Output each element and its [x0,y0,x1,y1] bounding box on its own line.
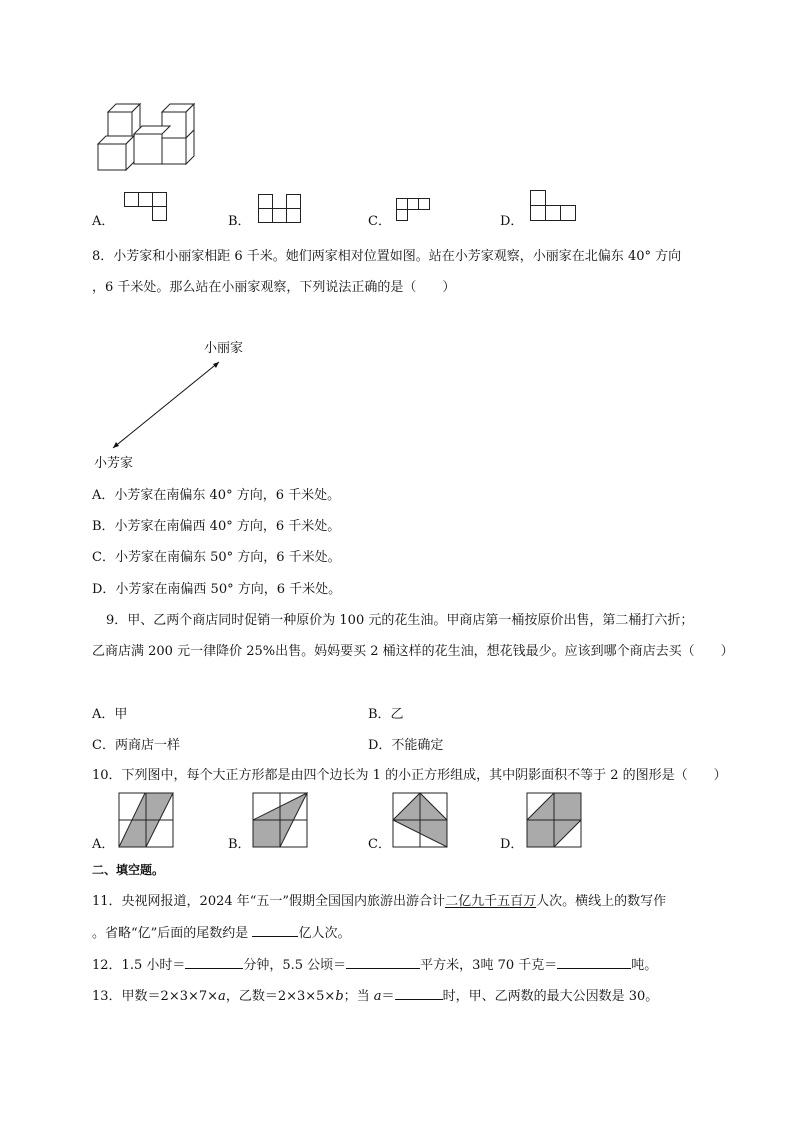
q9-option-b[interactable]: B．乙 [368,707,404,722]
q11-line2 [92,926,350,940]
q11-answer-blank[interactable] [252,926,298,937]
q8-option-a[interactable]: A．小芳家在南偏东 40° 方向，6 千米处。 [92,488,341,503]
q13-var-a: a [218,989,226,1004]
q10-option-d-label[interactable]: D． [500,837,524,852]
q7-option-d-view [530,190,578,222]
q12-part1: 12．1.5 小时＝ [92,958,186,973]
q7-option-c-label[interactable]: C． [368,214,391,229]
q13-line [92,989,658,1003]
q8-stem-line1: 8．小芳家和小丽家相距 6 千米。她们两家相对位置如图。站在小芳家观察，小丽家在北偏东 40° 方向 [92,249,682,264]
q12-part4: 吨。 [631,958,658,973]
q11-line1 [92,895,666,908]
q9-option-a[interactable]: A．甲 [92,707,128,722]
q11-text-post: 人次。横线上的数写作 [536,894,667,909]
q10-stem: 10．下列图中，每个大正方形都是由四个边长为 1 的小正方形组成，其中阴影面积不等于 2 的图形是（ ） [92,768,727,783]
label-xiaoli-home: 小丽家 [204,341,244,356]
q13-answer-blank[interactable] [395,989,443,1000]
q10-option-b-figure [252,792,308,848]
q7-option-b-view [258,194,302,224]
q10-option-c-figure [392,792,448,848]
q9-option-d[interactable]: D．不能确定 [368,738,444,753]
q12-line [92,958,657,972]
q7-option-c-view [396,198,432,224]
q13-var-b: b [335,989,344,1004]
q7-option-d-label[interactable]: D． [500,214,524,229]
q7-option-a-label[interactable]: A． [92,214,115,229]
q7-option-b-label[interactable]: B． [228,214,251,229]
q10-option-a-label[interactable]: A． [92,837,115,852]
q9-option-c[interactable]: C．两商店一样 [92,738,180,753]
q13-part1: 13．甲数＝2×3×7× [92,989,219,1004]
q8-option-d[interactable]: D．小芳家在南偏西 50° 方向，6 千米处。 [92,582,342,597]
q10-option-d-figure [526,792,582,848]
q12-part2: 分钟，5.5 公顷＝ [243,958,347,973]
q10-option-b-label[interactable]: B． [228,837,251,852]
section-title-fill-blanks: 二、填空题。 [92,863,165,877]
q11-underlined-number: 二亿九千五百万 [445,894,537,909]
q8-option-b[interactable]: B．小芳家在南偏西 40° 方向，6 千米处。 [92,519,341,534]
q9-stem-line2: 乙商店满 200 元一律降价 25%出售。妈妈要买 2 桶这样的花生油，想花钱最少。应该到哪个商店去买（ ） [92,644,734,659]
q13-part3: ；当 [343,989,374,1004]
q7-option-a-view [124,192,168,224]
cube-stack-figure [96,102,202,172]
q13-var-a-2: a [373,989,382,1004]
direction-arrow-diagram [108,358,224,452]
label-xiaofang-home: 小芳家 [94,456,134,471]
q11-text-pre: 11．央视网报道，2024 年“五一”假期全国国内旅游出游合计 [92,894,446,909]
q8-stem-line2: ，6 千米处。那么站在小丽家观察，下列说法正确的是（ ） [92,280,456,295]
q12-blank-square-meters[interactable] [346,958,420,969]
q12-part3: 平方米，3吨 70 千克＝ [420,958,558,973]
q11-line2-post: 亿人次。 [298,926,351,941]
q12-blank-minutes[interactable] [185,958,243,969]
q13-part5: 时，甲、乙两数的最大公因数是 30。 [442,989,659,1004]
q12-blank-tons[interactable] [557,958,631,969]
q11-line2-pre: 。省略“亿”后面的尾数约是 [92,926,253,941]
q13-part2: ，乙数＝2×3×5× [225,989,336,1004]
q9-stem-line1: 9．甲、乙两个商店同时促销一种原价为 100 元的花生油。甲商店第一桶按原价出售，第二桶打六折； [106,613,694,628]
q10-option-a-figure [118,792,174,848]
q13-part4: ＝ [381,989,395,1004]
q8-option-c[interactable]: C．小芳家在南偏东 50° 方向，6 千米处。 [92,550,341,565]
q10-option-c-label[interactable]: C． [368,837,391,852]
